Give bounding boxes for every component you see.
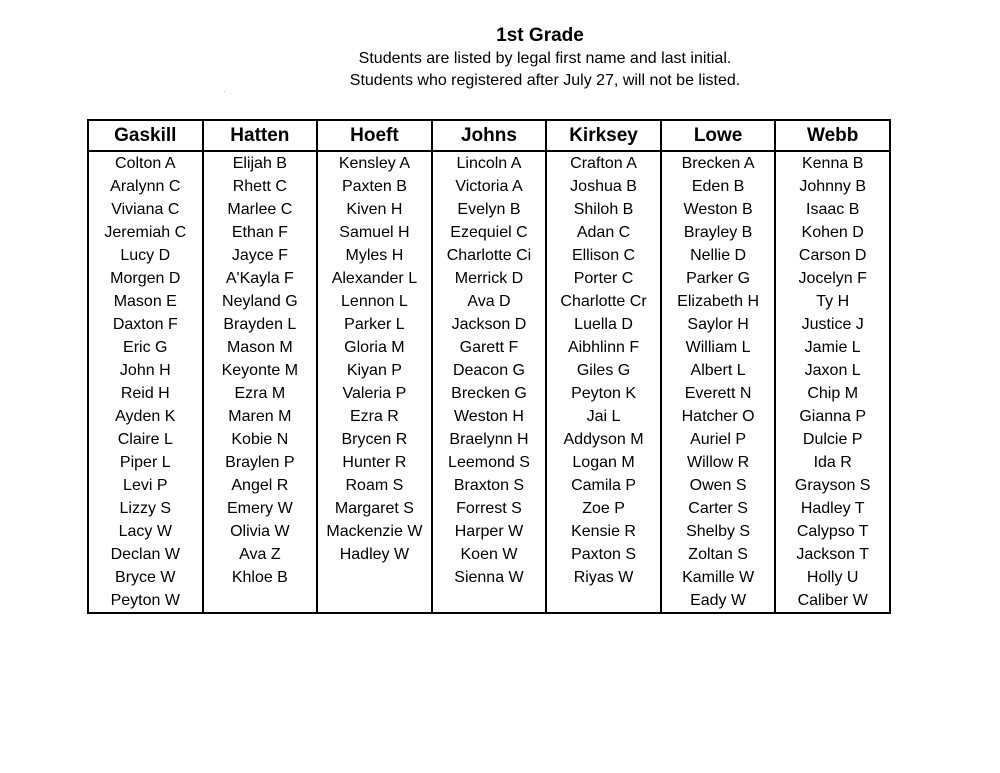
student-cell: Albert L	[661, 359, 776, 382]
student-cell: Brecken A	[661, 151, 776, 175]
student-cell: Kiyan P	[317, 359, 432, 382]
table-row	[88, 151, 890, 175]
student-cell: Ezra M	[203, 382, 318, 405]
table-row	[88, 336, 890, 359]
student-cell: Adan C	[546, 221, 661, 244]
student-cell: Charlotte Cr	[546, 290, 661, 313]
student-cell: Olivia W	[203, 520, 318, 543]
student-cell: Ty H	[775, 290, 890, 313]
class-roster-table	[87, 119, 891, 614]
table-row	[88, 428, 890, 451]
student-cell: Hatcher O	[661, 405, 776, 428]
listing-note: Students are listed by legal first name and last initial.	[358, 50, 732, 67]
student-cell: Shelby S	[661, 520, 776, 543]
student-cell: Braxton S	[432, 474, 547, 497]
student-cell: Peyton W	[88, 589, 203, 613]
student-cell: Riyas W	[546, 566, 661, 589]
teacher-header-lowe: Lowe	[661, 120, 776, 151]
teacher-header-johns: Johns	[432, 120, 547, 151]
student-cell	[203, 589, 318, 613]
student-cell	[432, 589, 547, 613]
student-cell: Hadley W	[317, 543, 432, 566]
table-row	[88, 451, 890, 474]
student-cell: Brecken G	[432, 382, 547, 405]
student-rows	[88, 151, 890, 613]
student-cell: Mason M	[203, 336, 318, 359]
table-row	[88, 382, 890, 405]
student-cell: Merrick D	[432, 267, 547, 290]
student-cell: Parker L	[317, 313, 432, 336]
table-row	[88, 474, 890, 497]
student-cell: Hunter R	[317, 451, 432, 474]
student-cell: Leemond S	[432, 451, 547, 474]
student-cell: Declan W	[88, 543, 203, 566]
student-cell: Kenna B	[775, 151, 890, 175]
student-cell: A'Kayla F	[203, 267, 318, 290]
student-cell: Auriel P	[661, 428, 776, 451]
student-cell: Ava D	[432, 290, 547, 313]
student-cell: Eden B	[661, 175, 776, 198]
student-cell: Everett N	[661, 382, 776, 405]
student-cell: Victoria A	[432, 175, 547, 198]
student-cell: Harper W	[432, 520, 547, 543]
student-cell: Ayden K	[88, 405, 203, 428]
student-cell: Valeria P	[317, 382, 432, 405]
student-cell: Maren M	[203, 405, 318, 428]
table-row	[88, 520, 890, 543]
table-row	[88, 405, 890, 428]
student-cell: Lincoln A	[432, 151, 547, 175]
student-cell: Kobie N	[203, 428, 318, 451]
student-cell: Kohen D	[775, 221, 890, 244]
student-cell: Elijah B	[203, 151, 318, 175]
student-cell: Khloe B	[203, 566, 318, 589]
student-cell: Owen S	[661, 474, 776, 497]
student-cell: Ava Z	[203, 543, 318, 566]
student-cell: Grayson S	[775, 474, 890, 497]
student-cell: Jayce F	[203, 244, 318, 267]
student-cell: Isaac B	[775, 198, 890, 221]
scan-speck	[224, 91, 225, 92]
student-cell: Aibhlinn F	[546, 336, 661, 359]
student-cell: Garett F	[432, 336, 547, 359]
student-cell: Paxton S	[546, 543, 661, 566]
student-cell: Calypso T	[775, 520, 890, 543]
teacher-header-hoeft: Hoeft	[317, 120, 432, 151]
student-cell: Sienna W	[432, 566, 547, 589]
student-cell: Brayley B	[661, 221, 776, 244]
student-cell: Camila P	[546, 474, 661, 497]
student-cell: Chip M	[775, 382, 890, 405]
student-cell: Bryce W	[88, 566, 203, 589]
student-cell: Peyton K	[546, 382, 661, 405]
student-cell: Elizabeth H	[661, 290, 776, 313]
student-cell: Evelyn B	[432, 198, 547, 221]
table-row	[88, 175, 890, 198]
student-cell: Kamille W	[661, 566, 776, 589]
student-cell: Parker G	[661, 267, 776, 290]
student-cell: Rhett C	[203, 175, 318, 198]
student-cell: Kiven H	[317, 198, 432, 221]
student-cell: Shiloh B	[546, 198, 661, 221]
student-cell: Johnny B	[775, 175, 890, 198]
table-row	[88, 198, 890, 221]
student-cell: Joshua B	[546, 175, 661, 198]
student-cell: Eady W	[661, 589, 776, 613]
student-cell: Weston H	[432, 405, 547, 428]
student-cell: Ethan F	[203, 221, 318, 244]
student-cell: Braylen P	[203, 451, 318, 474]
table-row	[88, 566, 890, 589]
teacher-header-webb: Webb	[775, 120, 890, 151]
student-cell: Weston B	[661, 198, 776, 221]
page-title: 1st Grade	[496, 25, 584, 46]
student-cell: Luella D	[546, 313, 661, 336]
student-cell: Ezequiel C	[432, 221, 547, 244]
table-row	[88, 221, 890, 244]
table-row	[88, 267, 890, 290]
student-cell: Lennon L	[317, 290, 432, 313]
student-cell: Deacon G	[432, 359, 547, 382]
student-cell: Samuel H	[317, 221, 432, 244]
student-cell: Dulcie P	[775, 428, 890, 451]
page-header	[0, 24, 1000, 92]
student-cell: Caliber W	[775, 589, 890, 613]
student-cell	[317, 589, 432, 613]
teacher-header-kirksey: Kirksey	[546, 120, 661, 151]
student-cell: Addyson M	[546, 428, 661, 451]
student-cell: Jamie L	[775, 336, 890, 359]
student-cell: Eric G	[88, 336, 203, 359]
student-cell: Margaret S	[317, 497, 432, 520]
table-row	[88, 543, 890, 566]
student-cell: Lacy W	[88, 520, 203, 543]
student-cell: Keyonte M	[203, 359, 318, 382]
table-row	[88, 497, 890, 520]
student-cell: Willow R	[661, 451, 776, 474]
student-cell: Aralynn C	[88, 175, 203, 198]
student-cell: Braelynn H	[432, 428, 547, 451]
student-cell: Zoe P	[546, 497, 661, 520]
student-cell: Kensley A	[317, 151, 432, 175]
student-cell: Levi P	[88, 474, 203, 497]
student-cell: Porter C	[546, 267, 661, 290]
student-cell: Roam S	[317, 474, 432, 497]
student-cell: Holly U	[775, 566, 890, 589]
student-cell: Crafton A	[546, 151, 661, 175]
teacher-header-gaskill: Gaskill	[88, 120, 203, 151]
student-cell: Neyland G	[203, 290, 318, 313]
student-cell: Claire L	[88, 428, 203, 451]
student-cell: Justice J	[775, 313, 890, 336]
student-cell	[317, 566, 432, 589]
student-cell: Logan M	[546, 451, 661, 474]
student-cell: Colton A	[88, 151, 203, 175]
table-row	[88, 313, 890, 336]
student-cell	[546, 589, 661, 613]
teacher-header-hatten: Hatten	[203, 120, 318, 151]
student-cell: Morgen D	[88, 267, 203, 290]
student-cell: Ellison C	[546, 244, 661, 267]
table-row	[88, 589, 890, 613]
student-cell: Lucy D	[88, 244, 203, 267]
student-cell: Charlotte Ci	[432, 244, 547, 267]
student-cell: William L	[661, 336, 776, 359]
table-row	[88, 359, 890, 382]
student-cell: Hadley T	[775, 497, 890, 520]
student-cell: Ida R	[775, 451, 890, 474]
student-cell: Gianna P	[775, 405, 890, 428]
student-cell: Koen W	[432, 543, 547, 566]
student-cell: Carson D	[775, 244, 890, 267]
student-cell: Kensie R	[546, 520, 661, 543]
student-cell: Zoltan S	[661, 543, 776, 566]
student-cell: Gloria M	[317, 336, 432, 359]
student-cell: Brayden L	[203, 313, 318, 336]
student-cell: Jaxon L	[775, 359, 890, 382]
table-row	[88, 290, 890, 313]
student-cell: Jocelyn F	[775, 267, 890, 290]
student-cell: Saylor H	[661, 313, 776, 336]
student-cell: Angel R	[203, 474, 318, 497]
student-cell: Myles H	[317, 244, 432, 267]
student-cell: Reid H	[88, 382, 203, 405]
student-cell: Brycen R	[317, 428, 432, 451]
student-cell: Giles G	[546, 359, 661, 382]
student-cell: Emery W	[203, 497, 318, 520]
student-cell: Carter S	[661, 497, 776, 520]
student-cell: Ezra R	[317, 405, 432, 428]
student-cell: Jackson T	[775, 543, 890, 566]
table-row	[88, 244, 890, 267]
student-cell: John H	[88, 359, 203, 382]
student-cell: Daxton F	[88, 313, 203, 336]
teacher-header-row	[88, 120, 890, 151]
student-cell: Alexander L	[317, 267, 432, 290]
student-cell: Mackenzie W	[317, 520, 432, 543]
student-cell: Piper L	[88, 451, 203, 474]
student-cell: Jai L	[546, 405, 661, 428]
student-cell: Jeremiah C	[88, 221, 203, 244]
student-cell: Viviana C	[88, 198, 203, 221]
registration-note: Students who registered after July 27, will not be listed.	[349, 72, 741, 89]
student-cell: Lizzy S	[88, 497, 203, 520]
student-cell: Paxten B	[317, 175, 432, 198]
student-cell: Jackson D	[432, 313, 547, 336]
student-cell: Mason E	[88, 290, 203, 313]
student-cell: Nellie D	[661, 244, 776, 267]
student-cell: Marlee C	[203, 198, 318, 221]
student-cell: Forrest S	[432, 497, 547, 520]
